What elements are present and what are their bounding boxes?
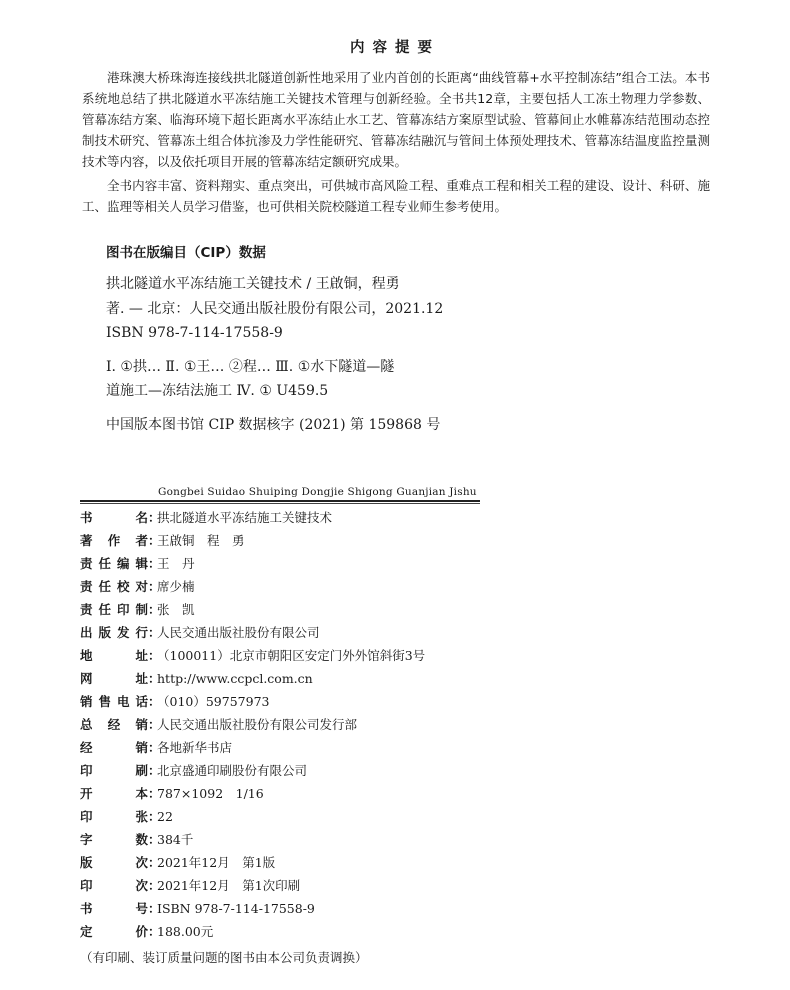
summary-body bbox=[82, 67, 710, 217]
imprint-label: 责 任 编 辑 ： bbox=[80, 556, 161, 571]
imprint-row bbox=[80, 529, 425, 552]
summary-paragraph: 港珠澳大桥珠海连接线拱北隧道创新性地采用了业内首创的长距离“曲线管幕+水平控制冻结”组合工法。本书系统地总结了拱北隧道水平冻结施工关键技术管理与创新经验。全书共12章，主要包括人工冻土物理力学参数、管幕冻结方案、临海环境下超长距离水平冻结止水工艺、管幕冻结方案原型试验、管幕间止水帷幕冻结范围动态控制技术研究、管幕冻土组合体抗渗及力学性能研究、管幕冻结融沉与管间土体预处理技术、管幕冻结温度监控量测技术等内容，以及依托项目开展的管幕冻结定额研究成果。 bbox=[82, 70, 710, 169]
imprint-value: 拱北隧道水平冻结施工关键技术 bbox=[157, 510, 333, 525]
imprint-label: 著 作 者 ： bbox=[80, 533, 161, 548]
imprint-value: http://www.ccpcl.com.cn bbox=[157, 671, 313, 686]
imprint-row bbox=[80, 851, 425, 874]
cip-heading: 图书在版编目（CIP）数据 bbox=[106, 245, 266, 261]
imprint-label: 印 张 ： bbox=[80, 809, 161, 824]
imprint-row bbox=[80, 782, 425, 805]
imprint-value: 北京盛通印刷股份有限公司 bbox=[157, 763, 308, 778]
imprint-info-list bbox=[80, 506, 425, 943]
cip-line: ISBN 978-7-114-17558-9 bbox=[106, 325, 283, 341]
imprint-label: 开 本 ： bbox=[80, 786, 161, 801]
imprint-row bbox=[80, 506, 425, 529]
pinyin-title: Gongbei Suidao Shuiping Dongjie Shigong Guanjian Jishu bbox=[158, 486, 477, 498]
imprint-value: 王啟铜 程 勇 bbox=[157, 533, 245, 548]
imprint-label: 出 版 发 行 ： bbox=[80, 625, 161, 640]
imprint-label: 版 次 ： bbox=[80, 855, 161, 870]
footer-note: （有印刷、装订质量问题的图书由本公司负责调换） bbox=[80, 950, 368, 965]
cip-line: 著. — 北京：人民交通出版社股份有限公司，2021.12 bbox=[106, 300, 444, 317]
imprint-row bbox=[80, 920, 425, 943]
imprint-row bbox=[80, 598, 425, 621]
imprint-label: 经 销 ： bbox=[80, 740, 161, 755]
imprint-value: ISBN 978-7-114-17558-9 bbox=[157, 901, 315, 916]
imprint-label: 字 数 ： bbox=[80, 832, 161, 847]
imprint-row bbox=[80, 828, 425, 851]
summary-title: 内容提要 bbox=[350, 40, 440, 56]
imprint-row bbox=[80, 874, 425, 897]
imprint-value: 22 bbox=[157, 809, 173, 824]
imprint-label: 印 刷 ： bbox=[80, 763, 161, 778]
imprint-value: 384千 bbox=[157, 832, 194, 847]
cip-record bbox=[106, 272, 486, 437]
imprint-value: 787×1092 1/16 bbox=[157, 786, 264, 801]
imprint-row bbox=[80, 621, 425, 644]
imprint-row bbox=[80, 575, 425, 598]
imprint-value: 188.00元 bbox=[157, 924, 214, 939]
imprint-label: 书 名 ： bbox=[80, 510, 161, 525]
imprint-value: 人民交通出版社股份有限公司发行部 bbox=[157, 717, 358, 732]
imprint-row bbox=[80, 690, 425, 713]
imprint-value: 张 凯 bbox=[157, 602, 195, 617]
imprint-row bbox=[80, 552, 425, 575]
cip-line: 中国版本图书馆 CIP 数据核字 (2021) 第 159868 号 bbox=[106, 416, 441, 433]
imprint-value: 人民交通出版社股份有限公司 bbox=[157, 625, 320, 640]
imprint-value: （100011）北京市朝阳区安定门外外馆斜街3号 bbox=[157, 648, 426, 663]
cip-line: 道施工—冻结法施工 Ⅳ. ① U459.5 bbox=[106, 383, 329, 399]
imprint-value: 2021年12月 第1版 bbox=[157, 855, 276, 870]
imprint-row bbox=[80, 759, 425, 782]
summary-paragraph: 全书内容丰富、资料翔实、重点突出，可供城市高风险工程、重难点工程和相关工程的建设、设计、科研、施工、监理等相关人员学习借鉴，也可供相关院校隧道工程专业师生参考使用。 bbox=[82, 178, 710, 214]
imprint-row bbox=[80, 667, 425, 690]
cip-line: I. ①拱… Ⅱ. ①王… ②程… Ⅲ. ①水下隧道—隧 bbox=[106, 358, 395, 375]
imprint-label: 责 任 校 对 ： bbox=[80, 579, 161, 594]
imprint-label: 印 次 ： bbox=[80, 878, 161, 893]
imprint-row bbox=[80, 644, 425, 667]
imprint-value: （010）59757973 bbox=[157, 694, 270, 709]
imprint-row bbox=[80, 736, 425, 759]
imprint-value: 2021年12月 第1次印刷 bbox=[157, 878, 301, 893]
divider bbox=[80, 503, 480, 504]
imprint-value: 各地新华书店 bbox=[157, 740, 233, 755]
imprint-label: 书 号 ： bbox=[80, 901, 161, 916]
imprint-value: 王 丹 bbox=[157, 556, 195, 571]
cip-line: 拱北隧道水平冻结施工关键技术 / 王啟铜，程勇 bbox=[106, 276, 400, 292]
imprint-label: 地 址 ： bbox=[80, 648, 161, 663]
imprint-row bbox=[80, 805, 425, 828]
divider bbox=[80, 500, 480, 502]
imprint-row bbox=[80, 713, 425, 736]
imprint-label: 总 经 销 ： bbox=[80, 717, 161, 732]
imprint-label: 销 售 电 话 ： bbox=[80, 694, 161, 709]
imprint-label: 定 价 ： bbox=[80, 924, 161, 939]
imprint-label: 网 址 ： bbox=[80, 671, 161, 686]
imprint-value: 席少楠 bbox=[157, 579, 195, 594]
imprint-row bbox=[80, 897, 425, 920]
imprint-label: 责 任 印 制 ： bbox=[80, 602, 161, 617]
